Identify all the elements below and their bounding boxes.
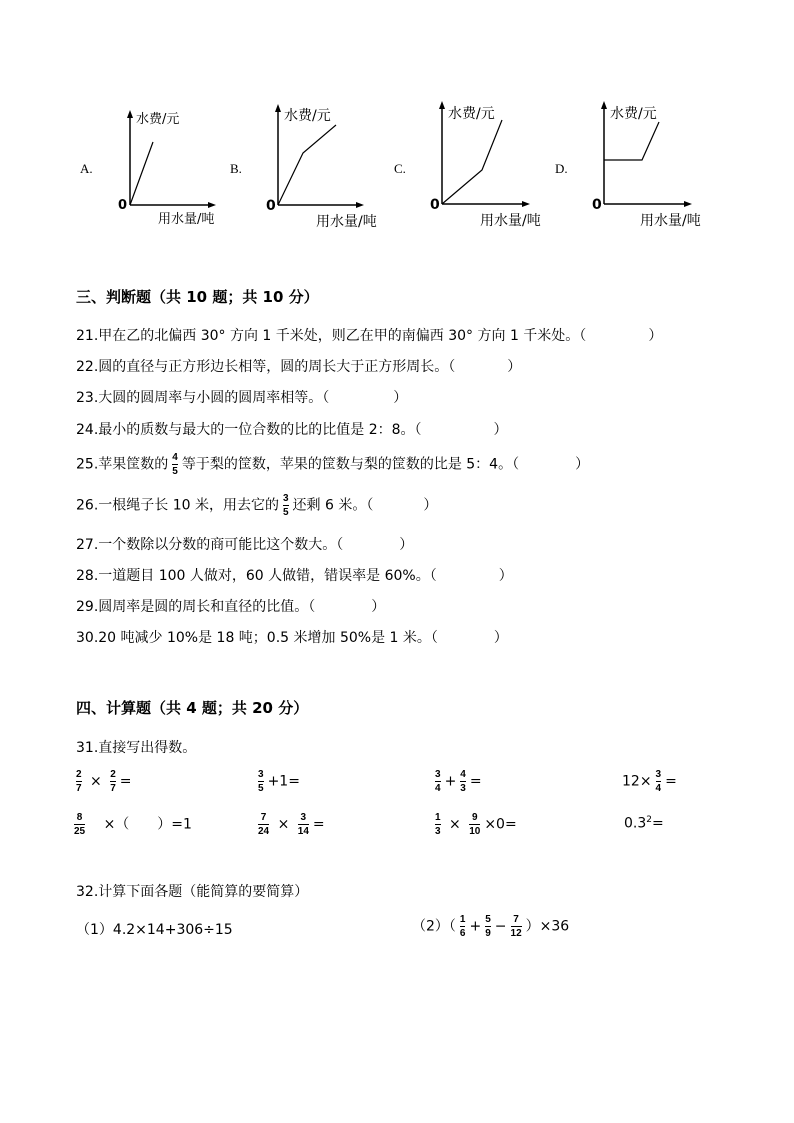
graph-b — [258, 100, 378, 230]
graph-d-ylabel: 水费/元 — [610, 106, 657, 122]
question-21: 21.甲在乙的北偏西 30° 方向 1 千米处，则乙在甲的南偏西 30° 方向 1 千米处。（ ） — [76, 328, 663, 344]
graph-d — [584, 97, 714, 230]
graph-c-xlabel: 用水量/吨 — [480, 213, 541, 229]
graph-a-origin: 0 — [118, 198, 128, 213]
graph-c-ylabel: 水费/元 — [448, 106, 495, 122]
option-a-letter: A. — [80, 161, 93, 176]
question-28: 28.一道题目 100 人做对，60 人做错，错误率是 60%。（ ） — [76, 568, 513, 584]
question-30: 30.20 吨减少 10%是 18 吨；0.5 米增加 50%是 1 米。（ ） — [76, 630, 508, 646]
question-32: 32.计算下面各题（能简算的要简算） — [76, 884, 309, 900]
graph-c-line — [442, 120, 502, 204]
option-d-letter: D. — [555, 161, 568, 176]
calc-1-4: 12× $\frac{3}{4}$ = — [622, 769, 677, 794]
question-26: 26.一根绳子长 10 米，用去它的 $\frac{3}{5}$ 还剩 6 米。（ ） — [76, 493, 438, 518]
calc-1-1: $\frac{2}{7}$ × $\frac{2}{7}$ = — [76, 769, 132, 794]
graph-a-xlabel: 用水量/吨 — [158, 212, 215, 227]
question-23: 23.大圆的圆周率与小圆的圆周率相等。（ ） — [76, 390, 408, 406]
section-4-heading: 四、计算题（共 4 题；共 20 分） — [76, 699, 309, 717]
calc-2-4: $0.3^2=$ — [624, 815, 664, 832]
question-29: 29.圆周率是圆的周长和直径的比值。（ ） — [76, 599, 386, 615]
calc-2-1: $\frac{8}{25}$ ×（ ）=1 — [74, 812, 192, 837]
question-22: 22.圆的直径与正方形边长相等，圆的周长大于正方形周长。（ ） — [76, 359, 522, 375]
graph-b-xlabel: 用水量/吨 — [316, 214, 377, 230]
section-3-heading: 三、判断题（共 10 题；共 10 分） — [76, 288, 319, 306]
calc-1-2: $\frac{3}{5}$ +1= — [258, 769, 300, 794]
graph-b-origin: 0 — [266, 198, 276, 214]
calc-2-2: $\frac{7}{24}$ × $\frac{3}{14}$ = — [258, 812, 325, 837]
question-27: 27.一个数除以分数的商可能比这个数大。（ ） — [76, 537, 414, 553]
fraction: $\frac{4}{5}$ — [172, 452, 178, 477]
graph-d-xlabel: 用水量/吨 — [640, 213, 701, 229]
graph-c-origin: 0 — [430, 197, 440, 213]
graph-d-line — [604, 122, 659, 160]
graph-b-line — [278, 125, 336, 205]
calc-32-2: （2）（ $\frac{1}{6}$ + $\frac{5}{9}$ − $\frac{7}{12}$ ）×36 — [412, 914, 570, 939]
calc-2-3: $\frac{1}{3}$ × $\frac{9}{10}$ ×0= — [435, 812, 517, 837]
graph-b-ylabel: 水费/元 — [284, 108, 331, 124]
graph-d-origin: 0 — [592, 197, 602, 213]
graph-a — [110, 105, 230, 230]
option-c-letter: C. — [394, 161, 406, 176]
question-25: 25.苹果筐数的 $\frac{4}{5}$ 等于梨的筐数，苹果的筐数与梨的筐数的比是 5：4。（ ） — [76, 452, 590, 477]
calc-32-1: （1）4.2×14+306÷15 — [76, 922, 233, 938]
graph-c — [422, 97, 552, 230]
question-24: 24.最小的质数与最大的一位合数的比的比值是 2：8。（ ） — [76, 422, 508, 438]
option-b-letter: B. — [230, 161, 242, 176]
question-31: 31.直接写出得数。 — [76, 740, 197, 756]
graph-a-line — [130, 142, 153, 205]
graph-a-ylabel: 水费/元 — [136, 112, 180, 127]
fraction: $\frac{3}{5}$ — [282, 493, 289, 518]
calc-1-3: $\frac{3}{4}$ + $\frac{4}{3}$ = — [435, 769, 482, 794]
